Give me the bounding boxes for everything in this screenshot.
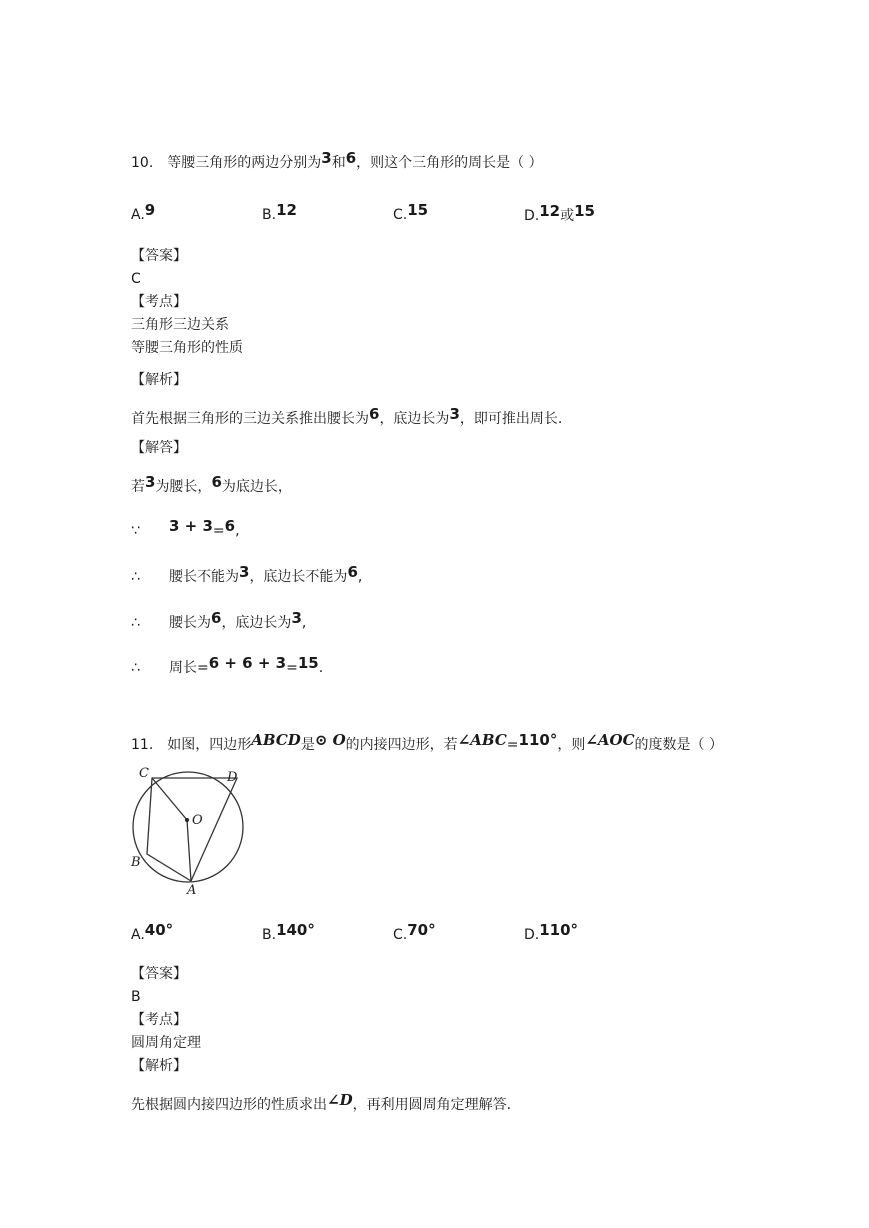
text: 若 [131, 479, 145, 495]
therefore-symbol: ∴ [131, 615, 140, 631]
option-value: 15 [407, 201, 429, 219]
label-a: A [187, 883, 197, 897]
num: 6 [224, 517, 236, 535]
quadrilateral-abcd [147, 778, 237, 881]
math-angle-aoc: ∠AOC [585, 731, 635, 749]
q11-stem [131, 731, 723, 755]
q10-solution-line-2 [131, 517, 240, 541]
equals: = [506, 737, 519, 753]
q11-option-d[interactable] [524, 921, 579, 943]
text: , [357, 569, 363, 585]
q10-solution-line-4 [131, 609, 307, 633]
math-value: 110° [518, 731, 558, 749]
option-value: 110° [539, 921, 579, 939]
q10-solution-heading: 【解答】 [131, 440, 187, 456]
option-value2: 15 [574, 202, 595, 220]
q10-solution-line-3 [131, 563, 363, 587]
text: 的内接四边形，若 [345, 737, 458, 753]
math-circle-o: ⊙ O [314, 731, 346, 749]
option-letter: C. [393, 927, 408, 943]
text: ，底边长为 [379, 411, 450, 427]
option-value: 40° [144, 921, 174, 939]
q10-n1: 3 [321, 149, 332, 167]
expr: 3 + 3 [169, 517, 213, 535]
text: ，再利用圆周角定理解答. [352, 1097, 512, 1113]
label-c: C [139, 766, 149, 781]
text: 首先根据三角形的三边关系推出腰长为 [131, 411, 369, 427]
radii-oc-oa [152, 778, 191, 881]
option-value: 12 [276, 201, 297, 219]
num: 6 [211, 473, 222, 491]
q10-n2: 6 [345, 149, 357, 167]
option-letter: D. [524, 927, 540, 943]
q10-keypoint-2: 等腰三角形的性质 [131, 340, 243, 356]
therefore-symbol: ∴ [131, 569, 140, 585]
q11-option-b[interactable] [262, 921, 315, 943]
text: 为底边长， [221, 479, 292, 495]
option-value: 9 [144, 201, 156, 219]
num: 15 [297, 654, 319, 672]
text: 腰长为 [169, 615, 211, 631]
label-d: D [227, 770, 238, 785]
num: 3 [145, 473, 156, 491]
text: 腰长不能为 [169, 569, 239, 585]
equals: = [286, 660, 298, 676]
q10-number: 10. [131, 155, 154, 171]
text: ，底边长不能为 [249, 569, 348, 585]
q10-answer: C [131, 271, 141, 287]
option-letter: D. [524, 208, 540, 224]
option-or: 或 [560, 208, 575, 224]
q10-analysis-heading: 【解析】 [131, 372, 187, 388]
equals: = [212, 523, 225, 539]
option-letter: B. [262, 207, 277, 223]
math-angle-d: ∠D [327, 1091, 353, 1109]
text: 先根据圆内接四边形的性质求出 [131, 1097, 327, 1113]
option-letter: A. [131, 927, 145, 943]
q10-option-d[interactable] [524, 202, 595, 225]
q10-option-c[interactable] [393, 201, 429, 223]
equals: = [197, 660, 209, 676]
text: ，则 [557, 737, 586, 753]
num: 6 [211, 609, 222, 627]
math-abcd: ABCD [251, 731, 301, 749]
option-letter: C. [393, 207, 408, 223]
math-angle-abc: ∠ABC [457, 731, 507, 749]
q10-solution-line-5 [131, 654, 324, 678]
text: ，底边长为 [221, 615, 292, 631]
q11-figure [125, 762, 255, 897]
text: . [318, 660, 324, 676]
q10-stem-text: 等腰三角形的两边分别为 [167, 155, 322, 171]
q10-stem [131, 149, 543, 173]
q10-solution-line-1 [131, 473, 292, 497]
text: ，即可推出周长. [459, 411, 563, 427]
q10-keypoint-1: 三角形三边关系 [131, 317, 229, 333]
q11-answer-heading: 【答案】 [131, 966, 187, 982]
expr: 6 + 6 + 3 [208, 654, 287, 672]
label-o: O [192, 813, 203, 828]
text: , [235, 523, 240, 539]
q11-option-c[interactable] [393, 921, 436, 943]
q11-answer: B [131, 989, 141, 1005]
q11-number: 11. [131, 737, 154, 753]
q11-keypoint-1: 圆周角定理 [131, 1035, 201, 1051]
q10-stem-and: 和 [331, 155, 346, 171]
center-point [185, 818, 189, 822]
option-letter: A. [131, 207, 145, 223]
option-value: 140° [276, 921, 315, 939]
q11-analysis-heading: 【解析】 [131, 1058, 187, 1074]
num: 3 [239, 563, 250, 581]
q11-option-a[interactable] [131, 921, 174, 943]
option-value: 70° [407, 921, 436, 939]
text: , [301, 615, 307, 631]
text: 周长 [169, 660, 197, 676]
text: 为腰长， [155, 479, 212, 495]
q11-analysis-text [131, 1091, 512, 1115]
therefore-symbol: ∴ [131, 660, 140, 676]
text: 是 [300, 737, 315, 753]
q10-option-a[interactable] [131, 201, 156, 223]
because-symbol: ∵ [131, 523, 140, 539]
num: 6 [347, 563, 358, 581]
q10-stem-end: ，则这个三角形的周长是（ ） [356, 155, 543, 171]
option-letter: B. [262, 927, 277, 943]
q10-keypoint-heading: 【考点】 [131, 294, 187, 310]
num: 3 [291, 609, 302, 627]
num: 6 [369, 405, 380, 423]
q10-option-b[interactable] [262, 201, 297, 223]
q11-keypoint-heading: 【考点】 [131, 1012, 187, 1028]
text: 的度数是（ ） [634, 737, 723, 753]
num: 3 [449, 405, 460, 423]
q10-analysis-text [131, 405, 563, 429]
label-b: B [131, 855, 141, 870]
option-value: 12 [539, 202, 561, 220]
text: 如图，四边形 [167, 737, 252, 753]
q10-answer-heading: 【答案】 [131, 248, 187, 264]
